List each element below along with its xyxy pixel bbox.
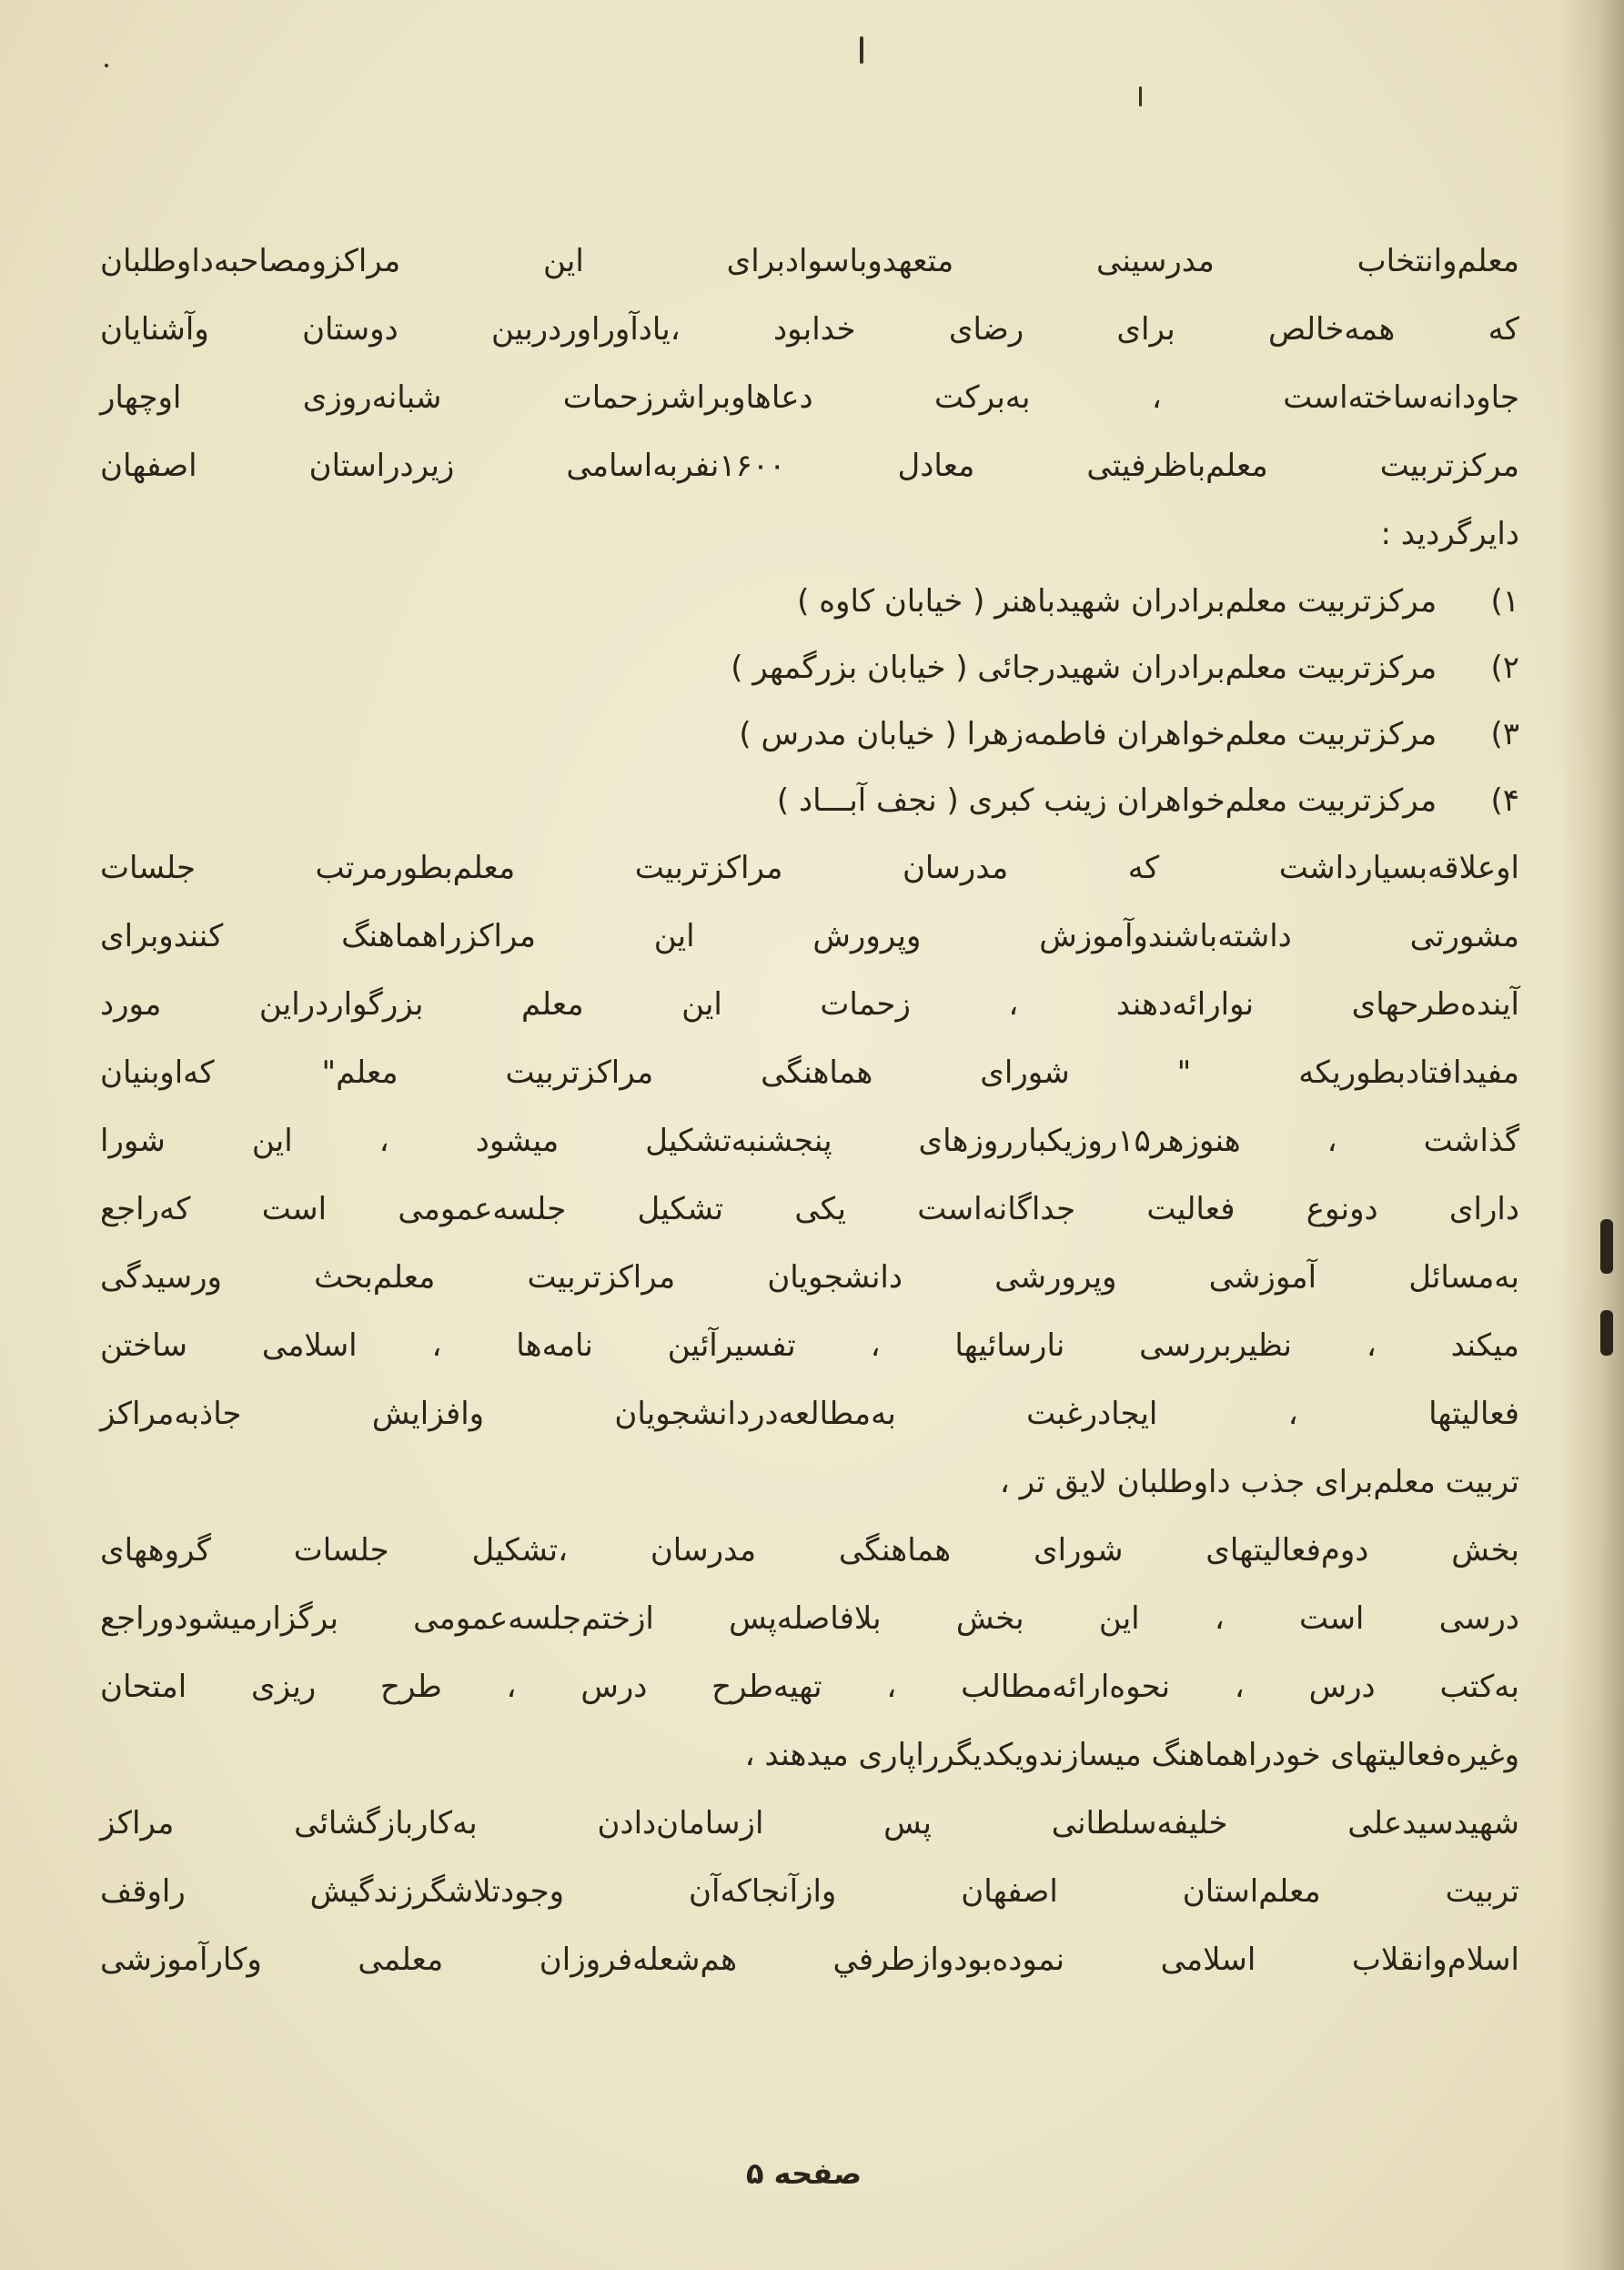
text-line: که همه‌خالص برای رضای خدابود ،یادآوراوردربین دوستان وآشنایان (100, 311, 1519, 348)
ink-speck (1139, 86, 1142, 106)
text-line: تربیت معلم‌برای جذب داوطلبان لایق تر ، (999, 1464, 1519, 1500)
text-line: دایرگردید : (1380, 516, 1519, 552)
list-number: ۳) (1490, 716, 1519, 752)
edge-mark-lower (1600, 1310, 1613, 1356)
text-line: مرکزتربیت معلم‌باظرفیتی معادل ۱۶۰۰نفربه‌اسامی زیردراستان اصفهان (100, 448, 1519, 484)
document-body (100, 227, 1519, 1994)
text-line: میکند ، نظیربررسی نارسائیها ، تفسیرآئین نامه‌ها ، اسلامی ساختن (100, 1327, 1519, 1364)
list-text: مرکزتربیت معلم‌برادران شهیدباهنر ( خیابان کاوه ) (797, 583, 1437, 620)
page-number: صفحه ۵ (746, 2156, 862, 2191)
text-line: مشورتی داشته‌باشندوآموزش وپرورش این مراکزراهماهنگ کنندوبرای (100, 918, 1519, 954)
text-line: دارای دونوع فعالیت جداگانه‌است یکی تشکیل جلسه‌عمومی است که‌راجع (100, 1191, 1519, 1227)
edge-mark-upper (1600, 1219, 1613, 1274)
list-text: مرکزتربیت معلم‌خواهران زینب کبری ( نجف آبـــاد ) (776, 782, 1437, 819)
list-item (100, 569, 1519, 635)
text-line: آینده‌طرحهای نوارائه‌دهند ، زحمات این معلم بزرگواردراین مورد (100, 986, 1519, 1023)
list-item (100, 768, 1519, 834)
page-spine-shadow (1560, 0, 1624, 2270)
ink-speck (860, 36, 863, 64)
text-line: وغیره‌فعالیتهای خودراهماهنگ میسازندویکدیگرراپاری میدهند ، (744, 1737, 1519, 1773)
text-line: به‌مسائل آموزشی وپرورشی دانشجویان مراکزتربیت معلم‌بحث ورسیدگی (100, 1259, 1519, 1296)
list-number: ۱) (1490, 583, 1519, 620)
ink-speck (105, 64, 108, 67)
text-line: اوعلاقه‌بسیارداشت که مدرسان مراکزتربیت معلم‌بطورمرتب جلسات (100, 850, 1519, 886)
text-line: گذاشت ، هنوزهر۱۵روزیکبارروزهای پنجشنبه‌تشکیل میشود ، این شورا (100, 1123, 1520, 1159)
text-line: مفیدافتادبطوریکه " شورای هماهنگی مراکزتربیت معلم" که‌اوبنیان (100, 1054, 1519, 1091)
list-text: مرکزتربیت معلم‌خواهران فاطمه‌زهرا ( خیابان مدرس ) (739, 716, 1437, 752)
text-line: درسی است ، این بخش بلافاصله‌پس ازختم‌جلسه‌عمومی برگزارمیشودوراجع (100, 1600, 1519, 1637)
list-text: مرکزتربیت معلم‌برادران شهیدرجائی ( خیابان بزرگمهر ) (731, 650, 1437, 686)
text-line: اسلام‌وانقلاب اسلامی نموده‌بودوازطرفي هم‌شعله‌فروزان معلمی وکارآموزشی (100, 1942, 1519, 1978)
text-line: فعالیتها ، ایجادرغبت به‌مطالعه‌دردانشجویان وافزایش جاذبه‌مراکز (100, 1396, 1519, 1432)
text-line: جاودانه‌ساخته‌است ، به‌برکت دعاهاوبراشرزحمات شبانه‌روزی اوچهار (100, 379, 1519, 416)
list-number: ۲) (1490, 650, 1519, 686)
text-line: تربیت معلم‌استان اصفهان وازآنجاکه‌آن وجودتلاشگرزندگیش راوقف (100, 1873, 1519, 1910)
list-item (100, 701, 1519, 768)
text-line: به‌کتب درس ، نحوه‌ارائه‌مطالب ، تهیه‌طرح درس ، طرح ریزی امتحان (100, 1669, 1519, 1705)
list-number: ۴) (1490, 782, 1519, 819)
text-line: بخش دوم‌فعالیتهای شورای هماهنگی مدرسان ،تشکیل جلسات گروههای (100, 1532, 1519, 1569)
list-item (100, 635, 1519, 701)
text-line: معلم‌وانتخاب مدرسینی متعهدوباسوادبرای این مراکزومصاحبه‌داوطلبان (100, 243, 1519, 279)
text-line: شهیدسیدعلی خلیفه‌سلطانی پس ازسامان‌دادن به‌کاربازگشائی مراکز (100, 1805, 1519, 1841)
